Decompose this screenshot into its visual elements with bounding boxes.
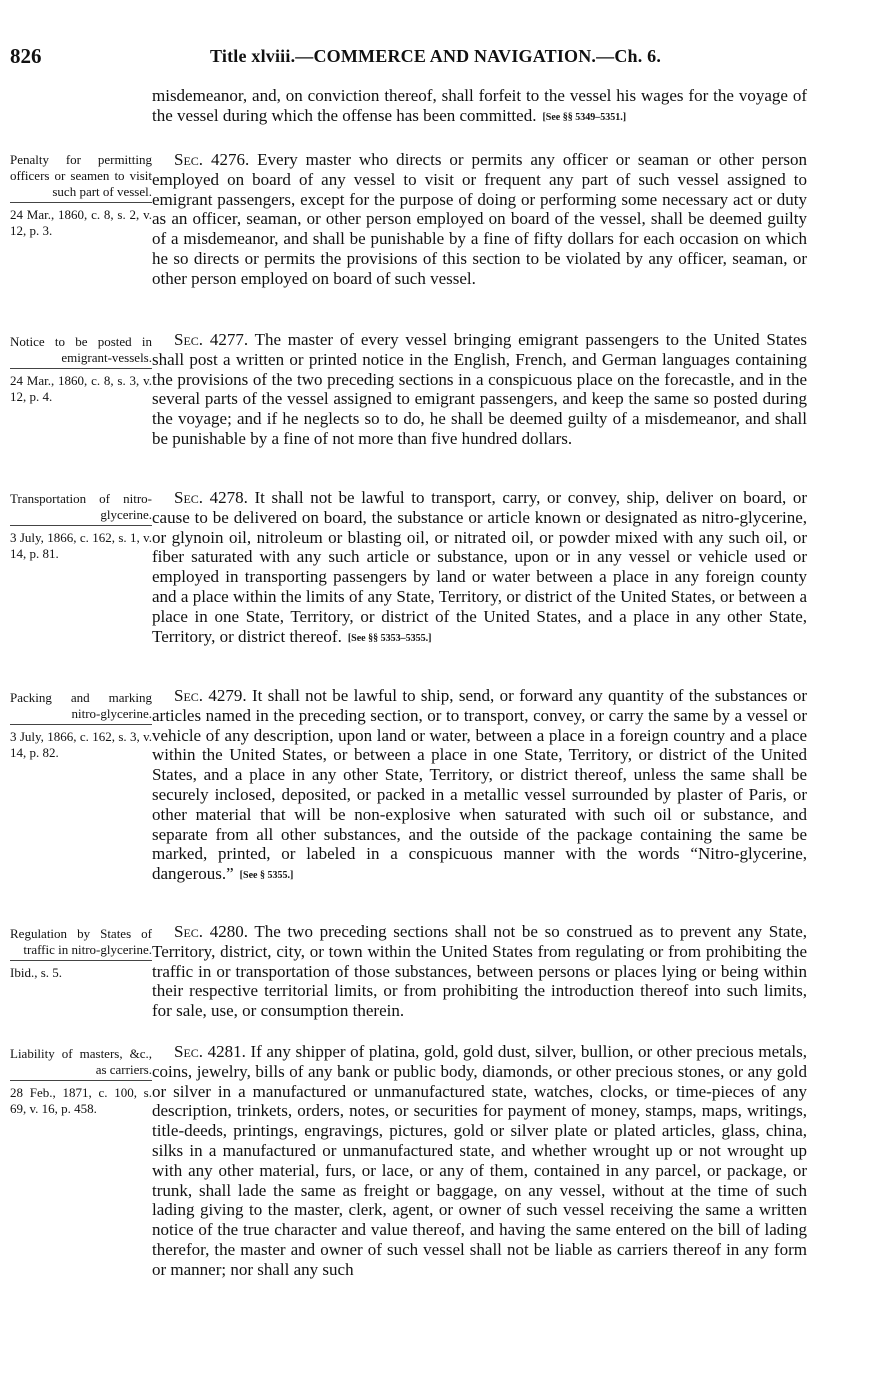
section-text: If any shipper of platina, gold, gold dust, silver, bullion, or other precious metals, coins, jewelry, bills of any bank or public body, diamonds, or other precious stones, or any gold or silver in a manufactured or unmanufactured state, watches, clocks, or time-pieces of any description, trinkets, orders, notes, or securities for payment of money, stamps, maps, writings, title-deeds, printings, engravings, pictures, gold or silver plate or plated articles, glass, china, silks in a manufactured or unmanufactured state, and whether wrought up or not wrought up with any other material, furs, or lace, or any of them, contained in any parcel, or package, or trunk, shall lade the same as freight or baggage, on any vessel, without at the time of such lading giving to the master, clerk, agent, or owner of such vessel receiving the same a written notice of the true character and value thereof, and having the same entered on the bill of lading therefor, the master and owner of such vessel shall not be liable as carriers thereof in any form or manner; nor shall any such: [152, 1042, 808, 1279]
section-4279: [152, 686, 807, 886]
continuation-paragraph: [152, 86, 807, 128]
section-4277: [152, 330, 807, 449]
sidenote-citation: 28 Feb., 1871, c. 100, s. 69, v. 16, p. 458.: [10, 1085, 152, 1116]
sidenote-4276: [10, 152, 152, 239]
sidenote-title: Notice to be posted in emigrant-vessels.: [10, 334, 152, 369]
sidenote-4281: [10, 1046, 152, 1117]
sidenote-citation: Ibid., s. 5.: [10, 965, 62, 980]
section-4281: [152, 1042, 807, 1280]
section-label: Sec. 4276.: [174, 150, 250, 169]
sidenote-citation: 3 July, 1866, c. 162, s. 3, v. 14, p. 82.: [10, 729, 152, 760]
section-4280: [152, 922, 807, 1021]
sidenote-4280: [10, 926, 152, 981]
sidenote-4277: [10, 334, 152, 405]
section-text: The two preceding sections shall not be so construed as to prevent any State, Territory, district, city, or town within the United States from regulating or from prohibiting the traffic in or transportation of those substances, between persons or places lying or being within their respective territorial limits, or from prohibiting the introduction thereof into such limits, for sale, use, or consumption therein.: [152, 922, 807, 1021]
section-label: Sec. 4278.: [174, 488, 248, 507]
page-header: [10, 44, 870, 74]
sidenote-title: Packing and marking nitro-glycerine.: [10, 690, 152, 725]
section-label: Sec. 4281.: [174, 1042, 246, 1061]
sidenote-4279: [10, 690, 152, 761]
section-text: Every master who directs or permits any officer or seaman or other person employed on board of any vessel to visit or frequent any part of such vessel assigned to emigrant passengers, except for the purpose of doing or performing some necessary act or duty as an officer, seaman, or other person employed on board of the vessel, shall be deemed guilty of a misdemeanor, and shall be punishable by a fine of fifty dollars for each occasion on which he so directs or permits the provisions of this section to be violated by any officer, seaman, or other person employed on board of such vessel.: [152, 150, 808, 288]
cross-reference: [See §§ 5353–5355.]: [347, 632, 432, 644]
sidenote-title: Transportation of nitro-glycerine.: [10, 491, 152, 526]
sidenote-4278: [10, 491, 152, 562]
section-4276: [152, 150, 807, 289]
sidenote-title: Penalty for permitting officers or seamen to visit such part of vessel.: [10, 152, 152, 203]
cross-reference: [See § 5355.]: [239, 870, 294, 882]
cross-reference: [See §§ 5349–5351.]: [542, 111, 627, 123]
running-head: Title xlviii.—COMMERCE AND NAVIGATION.—Ch. 6.: [210, 46, 662, 66]
sidenote-citation: 3 July, 1866, c. 162, s. 1, v. 14, p. 81.: [10, 530, 152, 561]
section-4278: [152, 488, 807, 648]
page-number: 826: [10, 44, 42, 68]
section-text: It shall not be lawful to ship, send, or forward any quantity of the substances or articles named in the preceding section, or to transport, convey, or carry the same by a vessel or vehicle of any description, upon land or water, between a place in a foreign country and a place within the United States, or between a place in one State, Territory, or district of the United States, and a place in any other State, Territory, or district thereof, unless the same shall be securely inclosed, deposited, or packed in a metallic vessel surrounded by plaster of Paris, or other material that will be non-explosive when saturated with such oil or substance, and separate from all other substances, and the outside of the package containing the same be marked, printed, or labeled in a conspicuous manner with the words “Nitro-glycerine, dangerous.”: [152, 686, 808, 884]
section-text: misdemeanor, and, on conviction thereof, shall forfeit to the vessel his wages for the voyage of the vessel during which the offense has been committed.: [152, 86, 807, 125]
sidenote-citation: 24 Mar., 1860, c. 8, s. 2, v. 12, p. 3.: [10, 207, 152, 238]
section-label: Sec. 4279.: [174, 686, 247, 705]
sidenote-title: Regulation by States of traffic in nitro-glycerine.: [10, 926, 152, 961]
section-text: The master of every vessel bringing emigrant passengers to the United States shall post a written or printed notice in the English, French, and German languages containing the provisions of the two preceding sections in a conspicuous place on the forecastle, and in the several parts of the vessel assigned to emigrant passengers, and keep the same so posted during the voyage; and if he neglects so to do, he shall be deemed guilty of a misdemeanor, and shall be punishable by a fine of not more than five hundred dollars.: [152, 330, 807, 448]
section-text: It shall not be lawful to transport, carry, or convey, ship, deliver on board, or cause to be delivered on board, the substance or article known or designated as nitro-glycerine, or glynoin oil, nitroleum or blasting oil, or nitrated oil, or powder mixed with any such oil, or fiber saturated with any such article or substance, upon or in any vessel or vehicle used or employed in transporting passengers by land or water between a place in any foreign county and a place within the limits of any State, Territory, or district of the United States, or between a place in one State, Territory, or district of the United States, and a place in any other State, Territory, or district thereof.: [152, 488, 807, 646]
sidenote-citation: 24 Mar., 1860, c. 8, s. 3, v. 12, p. 4.: [10, 373, 152, 404]
sidenote-title: Liability of masters, &c., as carriers.: [10, 1046, 152, 1081]
section-label: Sec. 4277.: [174, 330, 249, 349]
section-label: Sec. 4280.: [174, 922, 248, 941]
